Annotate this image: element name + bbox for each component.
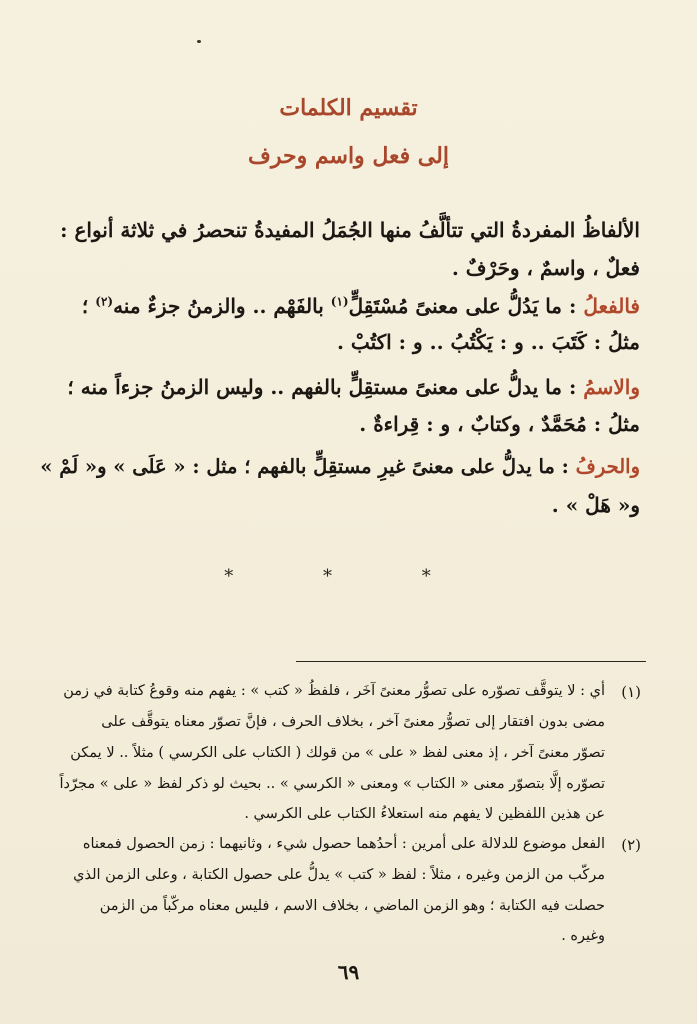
footnote-marker-2[interactable]: (٢) [95, 294, 114, 309]
footnote-1-line-1: أي : لا يتوقَّف تصوّره على تصوُّر معنىً آخَر ، فلفظُ « كتب » : يفهم منه وقوعُ كتابة في زمن [63, 683, 605, 699]
page-number: ٦٩ [337, 960, 360, 984]
footnote-2-line-4: وغيره . [561, 928, 605, 944]
section-separator: * * * [224, 566, 473, 587]
noun-def-text: : ما يدلُّ على معنىً مستقِلٍّ بالفهم .. وليس الزمنُ جزءاً منه ؛ [67, 375, 584, 399]
footnote-2-line-2: مركّب من الزمن وغيره ، مثلاً : لفظ « كتب » يدلُّ على حصول الكتابة ، وعلى الزمن الذي [73, 867, 605, 883]
intro-line-1: الألفاظُ المفردةُ التي تتألَّفُ منها الجُمَلُ المفيدةُ تنحصرُ في ثلاثة أنواع : [60, 218, 640, 242]
noun-term: والاسمُ [583, 375, 640, 399]
particle-def-text: : ما يدلُّ على معنىً غيرِ مستقِلٍّ بالفهم ؛ مثل : « عَلَى » و« لَمْ » [40, 455, 576, 478]
intro-line-2: فعلٌ ، واسمٌ ، وحَرْفٌ . [451, 256, 640, 280]
noun-definition-line-1 [67, 375, 640, 399]
footnote-divider [296, 661, 646, 662]
particle-term: والحرفُ [575, 455, 640, 478]
chapter-title: تقسيم الكلمات [279, 95, 418, 121]
footnote-1-line-5: عن هذين اللفظين لا يفهم منه استعلاءُ الكتاب على الكرسي . [244, 806, 605, 822]
footnote-2-line-3: حصلت فيه الكتابة ؛ وهو الزمن الماضي ، بخلاف الاسم ، فليس معناه مركّباً من الزمن [99, 898, 605, 914]
chapter-subtitle: إلى فعل واسم وحرف [248, 143, 449, 169]
verb-examples: مثلُ : كَتَبَ .. و : يَكْتُبُ .. و : اكتُبْ . [337, 330, 640, 354]
verb-def-part-a: : ما يَدُلُّ على معنىً مُسْتَقِلٍّ [348, 294, 584, 318]
footnote-2-number: (٢) [621, 836, 641, 854]
particle-examples: و« هَلْ » . [551, 493, 640, 517]
verb-definition-line-1 [82, 294, 640, 318]
verb-term: فالفعلُ [583, 294, 640, 318]
footnote-1-line-3: تصوّر معنىً آخر ، إذ معنى لفظ « على » من قولك ( الكتاب على الكرسي ) مثلاً .. لا يمكن [70, 745, 605, 761]
footnote-1-line-2: مضى بدون افتقار إلى تصوُّر معنىً آخر ، بخلاف الحرف ، فإنَّ تصوّر معناه يتوقَّف على [101, 714, 605, 730]
particle-definition-line-1 [40, 455, 640, 478]
verb-def-part-b: بالفَهْم .. والزمنُ جزءٌ منه [113, 294, 331, 318]
footnote-1-line-4: تصوّره إلَّا بتصوّر معنى « الكتاب » ومعنى « الكرسي » .. بحيث لو ذكر لفظ « على » مجرّداً [59, 776, 605, 792]
footnote-marker-1[interactable]: (١) [330, 294, 349, 309]
footnote-1-number: (١) [621, 683, 641, 701]
ink-speck [197, 40, 201, 43]
verb-def-part-c: ؛ [81, 294, 96, 318]
footnote-2-line-1: الفعل موضوع للدلالة على أمرين : أحدُهما حصول شيء ، وثانيهما : زمن الحصول فمعناه [82, 836, 605, 852]
noun-examples: مثلُ : مُحَمَّدٌ ، وكتابٌ ، و : قِراءةٌ . [359, 412, 640, 436]
